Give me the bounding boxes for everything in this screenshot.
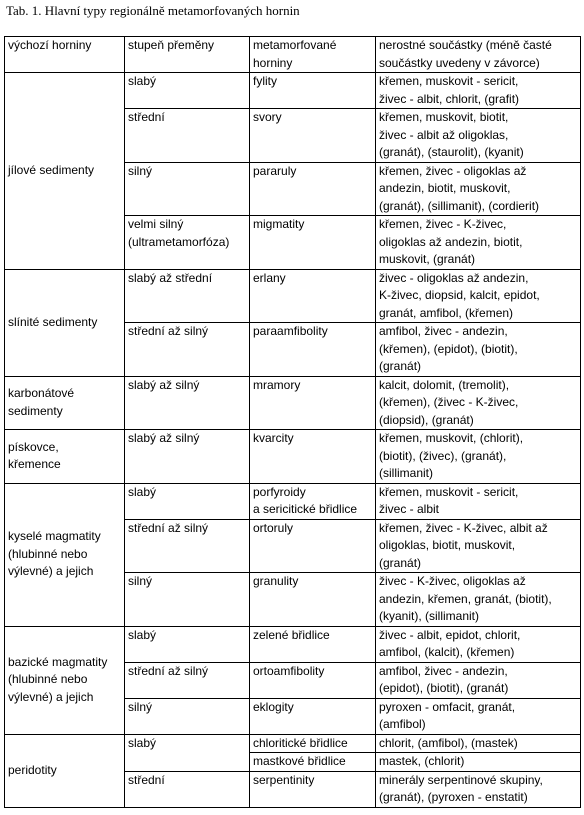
metamorphic-rock-cell: serpentinity (250, 771, 376, 807)
source-rock-cell: slínité sedimenty (5, 269, 125, 376)
table-body (5, 73, 581, 808)
minerals-cell: křemen, muskovit - sericit, živec - albit, chlorit, (grafit) (376, 73, 581, 109)
metamorphic-rock-cell: erlany (250, 269, 376, 323)
minerals-cell: živec - oligoklas až andezin, K-živec, diopsid, kalcit, epidot, granát, amfibol, (křemen) (376, 269, 581, 323)
metamorphic-rock-line: mastkové břidlice (250, 752, 375, 771)
grade-cell: slabý (125, 73, 250, 109)
metamorphic-rock-cell: ortoruly (250, 519, 376, 573)
metamorphic-rock-cell: fylity (250, 73, 376, 109)
grade-cell: slabý (125, 483, 250, 519)
minerals-cell: minerály serpentinové skupiny, (granát), (pyroxen - enstatit) (376, 771, 581, 807)
table-caption: Tab. 1. Hlavní typy regionálně metamorfovaných hornin (6, 3, 300, 18)
grade-cell: slabý (125, 626, 250, 662)
grade-cell: velmi silný (ultrametamorfóza) (125, 216, 250, 270)
metamorphic-rock-cell: kvarcity (250, 430, 376, 484)
header-source-rock: výchozí horniny (5, 37, 125, 73)
table-row (5, 483, 581, 519)
table-row (5, 430, 581, 484)
header-metamorphic-rock: metamorfované horniny (250, 37, 376, 73)
minerals-cell: křemen, živec - oligoklas až andezin, biotit, muskovit, (granát), (sillimanit), (cordierit) (376, 162, 581, 216)
source-rock-cell: jílové sedimenty (5, 73, 125, 270)
metamorphic-rocks-table (4, 36, 581, 808)
grade-cell: slabý až silný (125, 376, 250, 430)
metamorphic-rock-cell: porfyroidy a sericitické břidlice (250, 483, 376, 519)
grade-cell: střední až silný (125, 323, 250, 377)
minerals-line: mastek, (chlorit) (376, 752, 580, 771)
source-rock-cell: peridotity (5, 734, 125, 807)
minerals-cell: živec - K-živec, oligoklas až andezin, křemen, granát, (biotit), (kyanit), (sillimanit) (376, 573, 581, 627)
minerals-cell: křemen, živec - K-živec, oligoklas až andezin, biotit, muskovit, (granát) (376, 216, 581, 270)
table-row (5, 73, 581, 109)
minerals-cell: živec - albit, epidot, chlorit, amfibol, (kalcit), (křemen) (376, 626, 581, 662)
minerals-cell (376, 734, 581, 771)
source-rock-cell: pískovce, křemence (5, 430, 125, 484)
header-row (5, 37, 581, 73)
source-rock-cell: kyselé magmatity (hlubinné nebo výlevné) a jejich (5, 483, 125, 626)
table-row (5, 269, 581, 323)
grade-cell: střední až silný (125, 519, 250, 573)
minerals-cell: křemen, muskovit, biotit, živec - albit až oligoklas, (granát), (staurolit), (kyanit) (376, 109, 581, 163)
minerals-cell: amfibol, živec - andezin, (epidot), (biotit), (granát) (376, 662, 581, 698)
table-row (5, 734, 581, 771)
grade-cell: slabý až silný (125, 430, 250, 484)
metamorphic-rock-cell (250, 734, 376, 771)
grade-cell: střední (125, 109, 250, 163)
grade-cell: silný (125, 573, 250, 627)
grade-cell: slabý (125, 734, 250, 771)
metamorphic-rock-cell: svory (250, 109, 376, 163)
metamorphic-rock-cell: zelené břidlice (250, 626, 376, 662)
metamorphic-rock-cell: migmatity (250, 216, 376, 270)
minerals-cell: kalcit, dolomit, (tremolit), (křemen), (živec - K-živec, (diopsid), (granát) (376, 376, 581, 430)
grade-cell: silný (125, 698, 250, 734)
minerals-cell: křemen, muskovit - sericit, živec - albit (376, 483, 581, 519)
minerals-cell: křemen, muskovit, (chlorit), (biotit), (živec), (granát), (sillimanit) (376, 430, 581, 484)
metamorphic-rock-cell: eklogity (250, 698, 376, 734)
grade-cell: střední (125, 771, 250, 807)
table-row (5, 376, 581, 430)
minerals-cell: pyroxen - omfacit, granát, (amfibol) (376, 698, 581, 734)
source-rock-cell: karbonátové sedimenty (5, 376, 125, 430)
grade-cell: slabý až střední (125, 269, 250, 323)
header-minerals: nerostné součástky (méně časté součástky uvedeny v závorce) (376, 37, 581, 73)
table-header (5, 37, 581, 73)
metamorphic-rock-cell: pararuly (250, 162, 376, 216)
minerals-line: chlorit, (amfibol), (mastek) (379, 735, 518, 750)
metamorphic-rock-cell: ortoamfibolity (250, 662, 376, 698)
header-grade: stupeň přeměny (125, 37, 250, 73)
metamorphic-rock-cell: mramory (250, 376, 376, 430)
minerals-cell: amfibol, živec - andezin, (křemen), (epidot), (biotit), (granát) (376, 323, 581, 377)
minerals-cell: křemen, živec - K-živec, albit až oligoklas, biotit, muskovit, (granát) (376, 519, 581, 573)
metamorphic-rock-line: chloritické břidlice (253, 735, 348, 750)
grade-cell: silný (125, 162, 250, 216)
metamorphic-rock-cell: paraamfibolity (250, 323, 376, 377)
grade-cell: střední až silný (125, 662, 250, 698)
metamorphic-rock-cell: granulity (250, 573, 376, 627)
source-rock-cell: bazické magmatity (hlubinné nebo výlevné) a jejich (5, 626, 125, 734)
table-row (5, 626, 581, 662)
